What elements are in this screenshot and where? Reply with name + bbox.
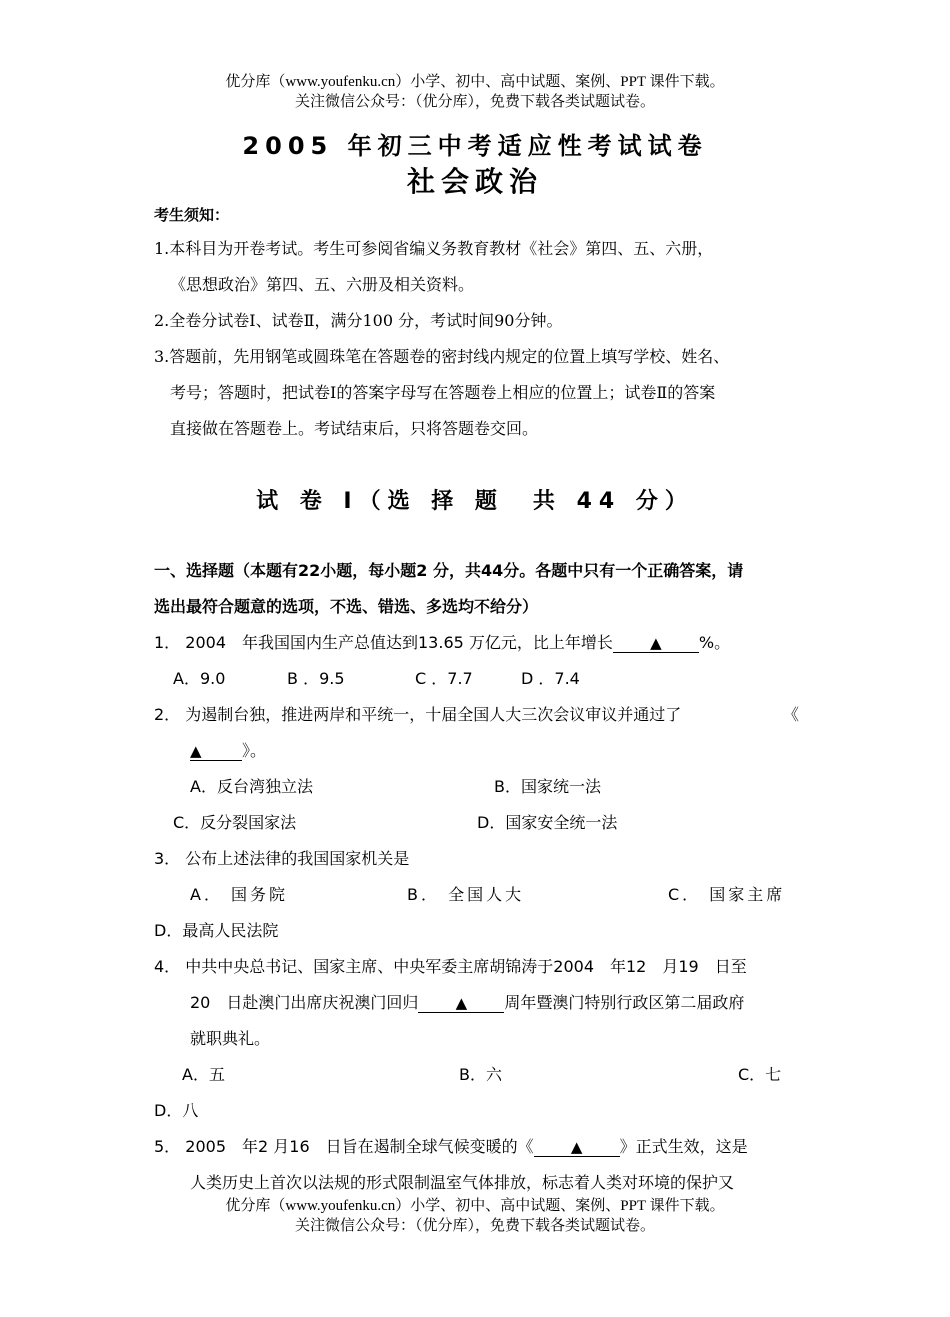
- q4-option-d: D．八: [154, 1101, 199, 1120]
- notice-item-1: 1.本科目为开卷考试。考生可参阅省编义务教育教材《社会》第四、五、六册，: [154, 239, 714, 258]
- q3-option-a: A． 国务院: [190, 885, 289, 904]
- q3-option-c: C． 国家主席: [668, 885, 786, 904]
- q4-line-3: 就职典礼。: [190, 1029, 271, 1048]
- question-1: [154, 632, 730, 654]
- question-number: 2．: [154, 705, 181, 724]
- q3-option-b: B． 全国人大: [407, 885, 525, 904]
- q4-line-2: [190, 992, 744, 1014]
- q2-open-quote: 《: [783, 705, 800, 724]
- question-text: 20 日赴澳门出席庆祝澳门回归: [190, 993, 419, 1012]
- question-number: 4．: [154, 957, 181, 976]
- q4-option-b: B．六: [459, 1065, 502, 1084]
- exam-subject: 社会政治: [406, 165, 543, 198]
- question-text: 2004 年我国国内生产总值达到13.65 万亿元，比上年增长: [185, 633, 613, 652]
- q5-line-2: 人类历史上首次以法规的形式限制温室气体排放，标志着人类对环境的保护又: [190, 1173, 735, 1192]
- triangle-icon: ▲: [650, 634, 662, 652]
- question-text: 中共中央总书记、国家主席、中央军委主席胡锦涛于2004 年12 月19 日至: [185, 957, 747, 976]
- notice-item-3-cont-1: 考号；答题时，把试卷Ⅰ的答案字母写在答题卷上相应的位置上；试卷Ⅱ的答案: [170, 383, 716, 402]
- triangle-icon: ▲: [190, 742, 202, 760]
- q4-option-c: C．七: [738, 1065, 782, 1084]
- q1-option-b: B ．9.5: [287, 669, 345, 688]
- question-number: 1．: [154, 633, 181, 652]
- q1-option-d: D ．7.4: [521, 669, 580, 688]
- q3-option-d: D．最高人民法院: [154, 921, 279, 940]
- notice-item-3: 3.答题前，先用钢笔或圆珠笔在答题卷的密封线内规定的位置上填写学校、姓名、: [154, 347, 730, 366]
- q1-option-c: C ．7.7: [415, 669, 473, 688]
- question-number: 3．: [154, 849, 181, 868]
- question-text: 公布上述法律的我国国家机关是: [185, 849, 410, 868]
- q2-option-c: C．反分裂国家法: [173, 813, 297, 832]
- notice-item-3-cont-2: 直接做在答题卷上。考试结束后，只将答题卷交回。: [170, 419, 539, 438]
- part1-intro: 一、选择题（本题有22小题，每小题2 分，共44分。各题中只有一个正确答案，请: [154, 561, 744, 580]
- q1-option-a: A．9.0: [173, 669, 226, 688]
- question-text: 为遏制台独，推进两岸和平统一，十届全国人大三次会议审议并通过了: [185, 705, 682, 724]
- question-text-cont: 》正式生效，这是: [619, 1137, 748, 1156]
- section-title: 试 卷 Ⅰ（选 择 题 共 44 分）: [256, 489, 694, 514]
- notice-item-2: 2.全卷分试卷Ⅰ、试卷Ⅱ，满分100 分，考试时间90分钟。: [154, 311, 563, 330]
- triangle-icon: ▲: [570, 1138, 583, 1156]
- exam-title: 2005 年初三中考适应性考试试卷: [242, 132, 708, 160]
- question-text-end: %。: [698, 633, 731, 652]
- answer-blank: [418, 994, 504, 1013]
- answer-blank: [613, 634, 699, 653]
- question-5: [154, 1136, 748, 1158]
- q2-option-d: D．国家安全统一法: [477, 813, 618, 832]
- part1-intro-cont: 选出最符合题意的选项，不选、错选、多选均不给分）: [154, 597, 539, 616]
- question-text-cont: 周年暨澳门特别行政区第二届政府: [504, 993, 745, 1012]
- notice-item-1-cont: 《思想政治》第四、五、六册及相关资料。: [170, 275, 475, 294]
- question-number: 5．: [154, 1137, 181, 1156]
- question-4: [154, 956, 747, 978]
- header-line-2: 关注微信公众号：（优分库），免费下载各类试题试卷。: [294, 94, 655, 110]
- question-2: [154, 704, 681, 726]
- q2-option-a: A．反台湾独立法: [190, 777, 313, 796]
- q2-blank-line: [190, 740, 266, 762]
- notice-heading: 考生须知：: [154, 206, 230, 224]
- answer-blank: [534, 1138, 620, 1157]
- question-text: 2005 年2 月16 日旨在遏制全球气候变暖的《: [185, 1137, 534, 1156]
- q2-option-b: B．国家统一法: [494, 777, 601, 796]
- footer-line-1: 优分库（www.youfenku.cn）小学、初中、高中试题、案例、PPT 课件下载。: [225, 1198, 725, 1214]
- q4-option-a: A．五: [182, 1065, 225, 1084]
- header-line-1: 优分库（www.youfenku.cn）小学、初中、高中试题、案例、PPT 课件下载。: [225, 74, 725, 90]
- question-text-end: 》。: [242, 741, 267, 760]
- footer-line-2: 关注微信公众号：（优分库），免费下载各类试题试卷。: [294, 1218, 655, 1234]
- triangle-icon: ▲: [455, 994, 468, 1012]
- answer-blank: [190, 742, 242, 761]
- question-3: [154, 848, 409, 870]
